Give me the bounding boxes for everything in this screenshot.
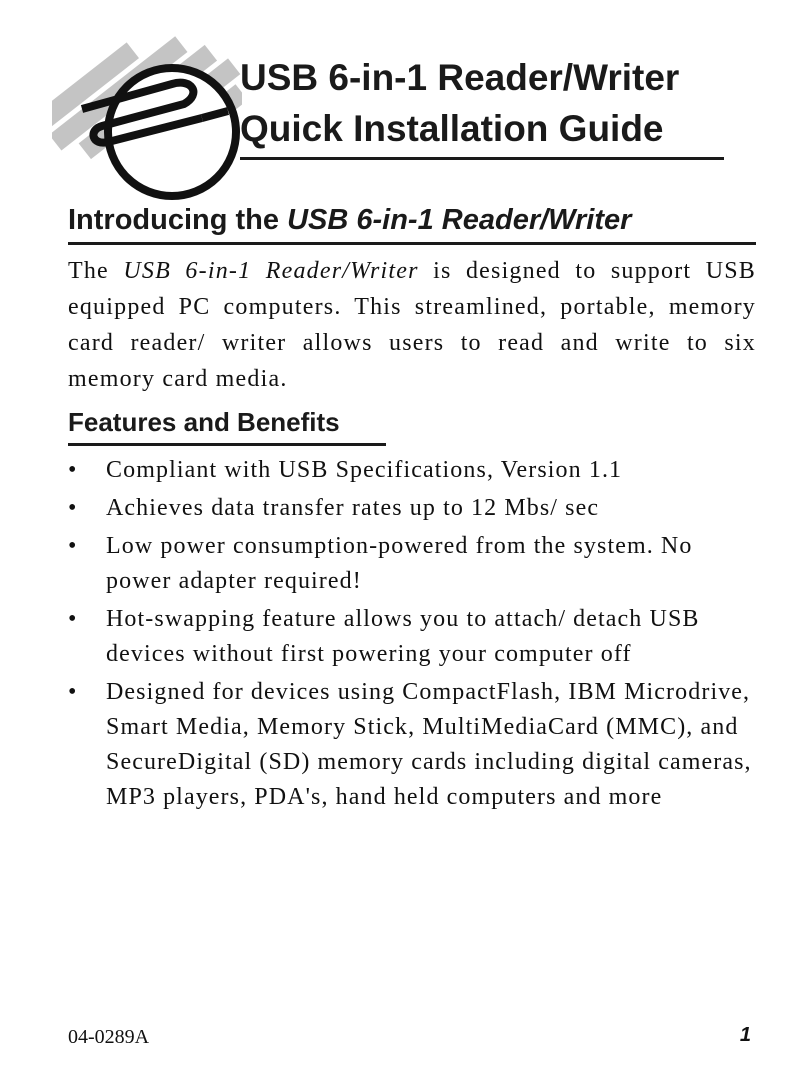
features-list <box>68 453 758 818</box>
feature-item: • Hot-swapping feature allows you to attach/ detach USB devices without first powering your computer off <box>68 602 758 672</box>
intro-paragraph-product: USB 6-in-1 Reader/Writer <box>123 258 419 284</box>
title-line-1: USB 6-in-1 Reader/Writer <box>240 57 680 98</box>
feature-item: • Low power consumption-powered from the system. No power adapter required! <box>68 529 758 599</box>
title-divider <box>240 157 724 160</box>
intro-paragraph-rest: is designed to support USB equipped PC computers. This streamlined, portable, memory card reader/ writer allows users to read and write to six memory card media. <box>68 258 757 392</box>
intro-heading-prefix: Introducing the <box>68 204 280 236</box>
features-heading: Features and Benefits <box>68 407 340 437</box>
intro-heading <box>68 200 631 240</box>
page-number: 1 <box>739 1024 751 1046</box>
page-title <box>240 52 726 154</box>
brand-logo-icon <box>52 14 242 204</box>
feature-item: • Achieves data transfer rates up to 12 Mbs/ sec <box>68 491 758 526</box>
feature-item: • Designed for devices using CompactFlash, IBM Microdrive, Smart Media, Memory Stick, MultiMediaCard (MMC), and SecureDigital (SD) memory cards including digital cameras, MP3 players, PDA's, hand held computers and more <box>68 675 758 815</box>
title-line-2: Quick Installation Guide <box>240 108 664 149</box>
intro-paragraph <box>68 253 756 397</box>
feature-item: • Compliant with USB Specifications, Version 1.1 <box>68 453 758 488</box>
intro-heading-divider <box>68 242 756 245</box>
features-heading-divider <box>68 443 386 446</box>
document-code: 04-0289A <box>68 1026 150 1048</box>
intro-heading-product: USB 6-in-1 Reader/Writer <box>287 204 632 236</box>
intro-paragraph-start: The <box>68 258 109 284</box>
